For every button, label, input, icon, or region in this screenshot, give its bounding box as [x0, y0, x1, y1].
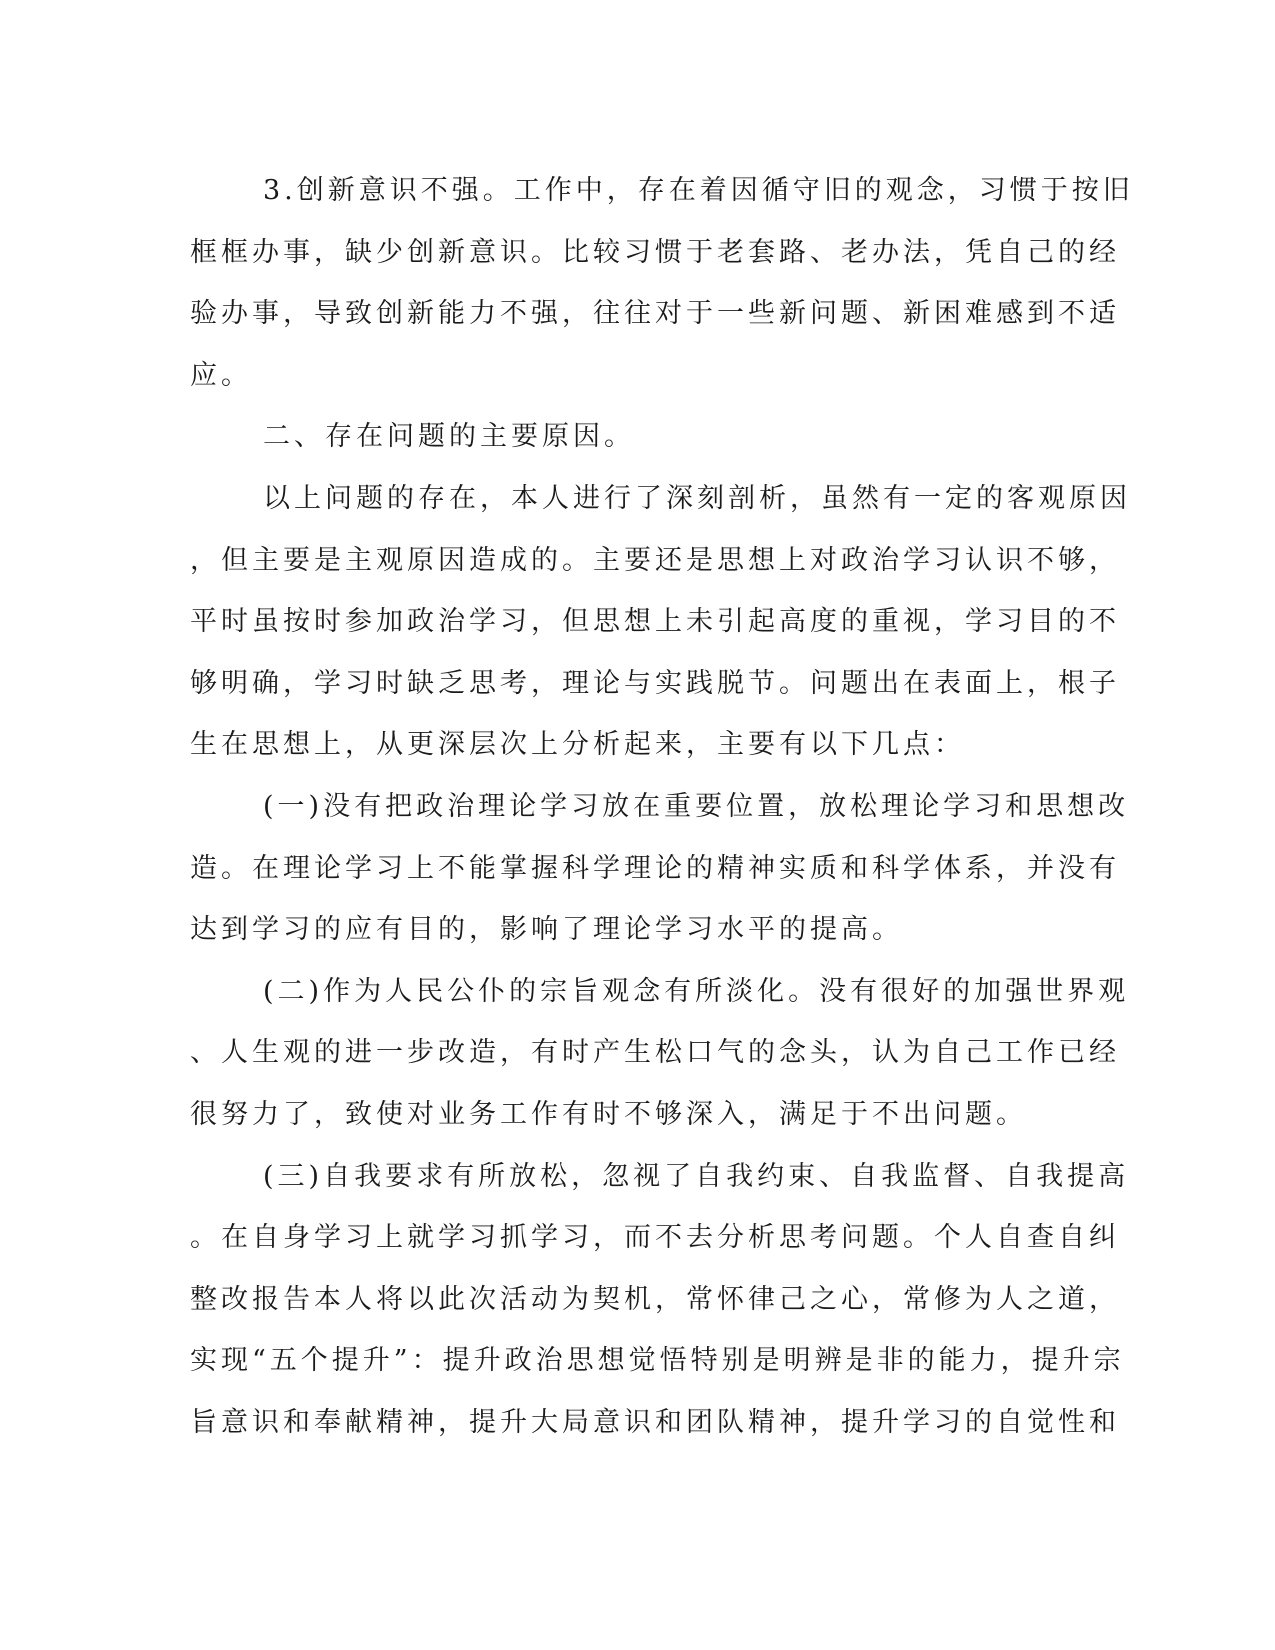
text-line: 。在自身学习上就学习抓学习，而不去分析思考问题。个人自查自纠	[190, 1222, 1120, 1254]
text-line: (一)没有把政治理论学习放在重要位置，放松理论学习和思想改	[263, 790, 1130, 822]
document-body	[190, 160, 1134, 1453]
text-line: 旨意识和奉献精神，提升大局意识和团队精神，提升学习的自觉性和	[190, 1406, 1120, 1438]
text-line: 整改报告本人将以此次活动为契机，常怀律己之心，常修为人之道，	[190, 1283, 1120, 1315]
text-line: 框框办事，缺少创新意识。比较习惯于老套路、老办法，凭自己的经	[190, 236, 1120, 268]
text-line: 造。在理论学习上不能掌握科学理论的精神实质和科学体系，并没有	[190, 852, 1120, 884]
text-line: 达到学习的应有目的，影响了理论学习水平的提高。	[190, 914, 903, 946]
text-line: (三)自我要求有所放松，忽视了自我约束、自我监督、自我提高	[263, 1160, 1130, 1192]
text-line: 实现“五个提升”：提升政治思想觉悟特别是明辨是非的能力，提升宗	[190, 1345, 1125, 1377]
text-line: 平时虽按时参加政治学习，但思想上未引起高度的重视，学习目的不	[190, 606, 1120, 638]
text-line: 以上问题的存在，本人进行了深刻剖析，虽然有一定的客观原因	[263, 482, 1131, 514]
text-line: 很努力了，致使对业务工作有时不够深入，满足于不出问题。	[190, 1098, 1027, 1130]
text-line: 应。	[190, 359, 252, 391]
text-line: 、人生观的进一步改造，有时产生松口气的念头，认为自己工作已经	[190, 1037, 1120, 1069]
text-line: (二)作为人民公仆的宗旨观念有所淡化。没有很好的加强世界观	[263, 975, 1130, 1007]
text-line: ，但主要是主观原因造成的。主要还是思想上对政治学习认识不够，	[190, 544, 1120, 576]
text-line: 3.创新意识不强。工作中，存在着因循守旧的观念，习惯于按旧	[263, 175, 1134, 206]
text-line: 够明确，学习时缺乏思考，理论与实践脱节。问题出在表面上，根子	[190, 667, 1120, 699]
section-heading: 二、存在问题的主要原因。	[263, 421, 635, 453]
text-line: 验办事，导致创新能力不强，往往对于一些新问题、新困难感到不适	[190, 298, 1120, 330]
text-line: 生在思想上，从更深层次上分析起来，主要有以下几点：	[190, 729, 965, 761]
